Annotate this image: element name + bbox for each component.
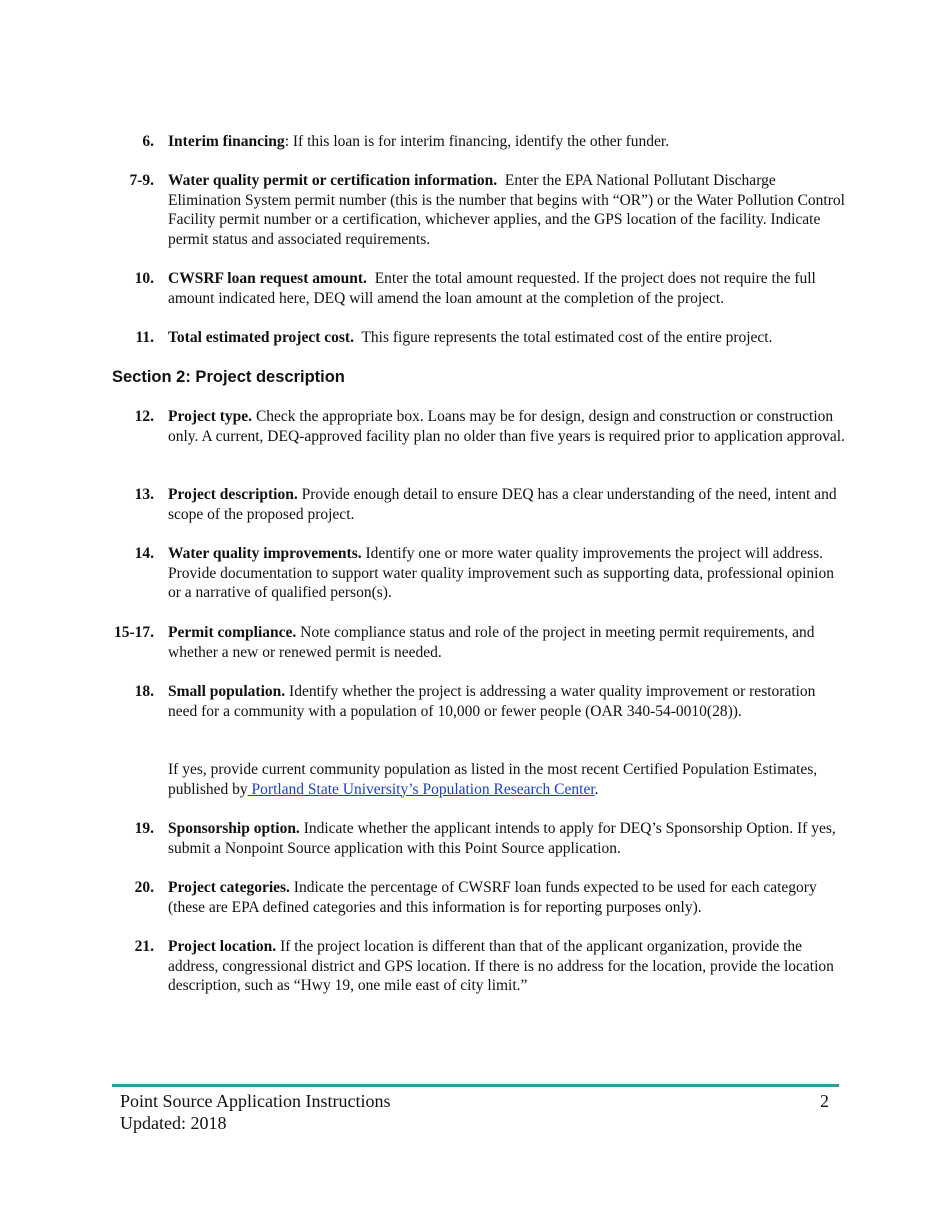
item-text: Enter the total amount requested. If the project does not require the full amount indicated here, DEQ will amend the loan amount at the completion of the project. (168, 270, 816, 307)
item-15-17 (113, 623, 848, 662)
item-20 (134, 878, 848, 917)
item-text: Enter the EPA National Pollutant Discharge Elimination System permit number (this is the number that begins with “OR”) or the Water Pollution Control Facility permit number or a certification, whichever applies, and the GPS location of the facility. Indicate permit status and associated requirements. (168, 172, 845, 248)
item-19 (134, 819, 848, 858)
item-term: Total estimated project cost. (168, 329, 354, 346)
item-number: 11. (135, 329, 154, 346)
item-number: 12. (134, 408, 154, 425)
item-text: If the project location is different than that of the applicant organization, provide the address, congressional district and GPS location. If there is no address for the location, provide the location description, such as “Hwy 19, one mile east of city limit.” (168, 938, 834, 995)
item-term: Project categories. (168, 879, 290, 896)
item-number: 10. (134, 270, 154, 287)
item-number: 21. (134, 938, 154, 955)
page-number: 2 (820, 1091, 829, 1111)
item-term: Sponsorship option. (168, 820, 300, 837)
item-11 (135, 328, 848, 348)
population-research-center-link[interactable]: Portland State University’s Population Research Center (247, 780, 595, 798)
item-term: Water quality permit or certification information. (168, 172, 498, 189)
item-21 (134, 937, 848, 996)
item-number: 13. (134, 486, 154, 503)
item-term: CWSRF loan request amount. (168, 270, 367, 287)
item-text: Indicate whether the applicant intends to apply for DEQ’s Sponsorship Option. If yes, submit a Nonpoint Source application with this Point Source application. (168, 820, 836, 857)
item-text: Note compliance status and role of the project in meeting permit requirements, and whether a new or renewed permit is needed. (168, 624, 815, 661)
item-text: Provide enough detail to ensure DEQ has a clear understanding of the need, intent and scope of the proposed project. (168, 486, 837, 523)
population-note-end: . (594, 780, 599, 798)
item-term: Project description. (168, 486, 298, 503)
item-number: 14. (134, 545, 154, 562)
item-number: 15-17. (113, 624, 154, 641)
item-term: Project type. (168, 408, 253, 425)
population-note (168, 760, 848, 799)
item-term: Permit compliance. (168, 624, 297, 641)
item-separator (497, 172, 505, 189)
item-text: If this loan is for interim financing, identify the other funder. (292, 133, 670, 150)
item-term: Project location. (168, 938, 277, 955)
population-note-text: If yes, provide current community population as listed in the most recent Certified Population Estimates, published by (168, 761, 818, 798)
item-text: Indicate the percentage of CWSRF loan funds expected to be used for each category (these are EPA defined categories and this information is for reporting purposes only). (168, 879, 817, 916)
item-18 (134, 682, 848, 721)
item-term: Water quality improvements. (168, 545, 362, 562)
item-term: Interim financing (168, 133, 285, 150)
item-separator: : (284, 133, 293, 150)
item-text: This figure represents the total estimated cost of the entire project. (361, 329, 773, 346)
footer (120, 1090, 390, 1134)
item-text: Check the appropriate box. Loans may be for design, design and construction or construction only. A current, DEQ-approved facility plan no older than five years is required prior to application approval. (168, 408, 845, 445)
item-number: 19. (134, 820, 154, 837)
item-7-9 (129, 171, 848, 249)
item-number: 18. (134, 683, 154, 700)
footer-divider (112, 1084, 839, 1087)
item-term: Small population. (168, 683, 286, 700)
footer-title: Point Source Application Instructions (120, 1091, 391, 1111)
item-separator (367, 270, 375, 287)
item-text: Identify whether the project is addressing a water quality improvement or restoration need for a community with a population of 10,000 or fewer people (OAR 340-54-0010(28)). (168, 683, 816, 720)
item-14 (134, 544, 848, 603)
item-text: Identify one or more water quality improvements the project will address. Provide documentation to support water quality improvement such as supporting data, professional opinion or a narrative of qualified person(s). (168, 545, 834, 602)
item-12 (134, 407, 848, 446)
item-number: 6. (142, 133, 154, 150)
section-2-heading: Section 2: Project description (112, 368, 345, 386)
item-10 (134, 269, 848, 308)
item-6 (142, 132, 848, 152)
footer-updated: Updated: 2018 (120, 1113, 227, 1133)
item-number: 7-9. (129, 172, 154, 189)
item-number: 20. (134, 879, 154, 896)
item-13 (134, 485, 848, 524)
